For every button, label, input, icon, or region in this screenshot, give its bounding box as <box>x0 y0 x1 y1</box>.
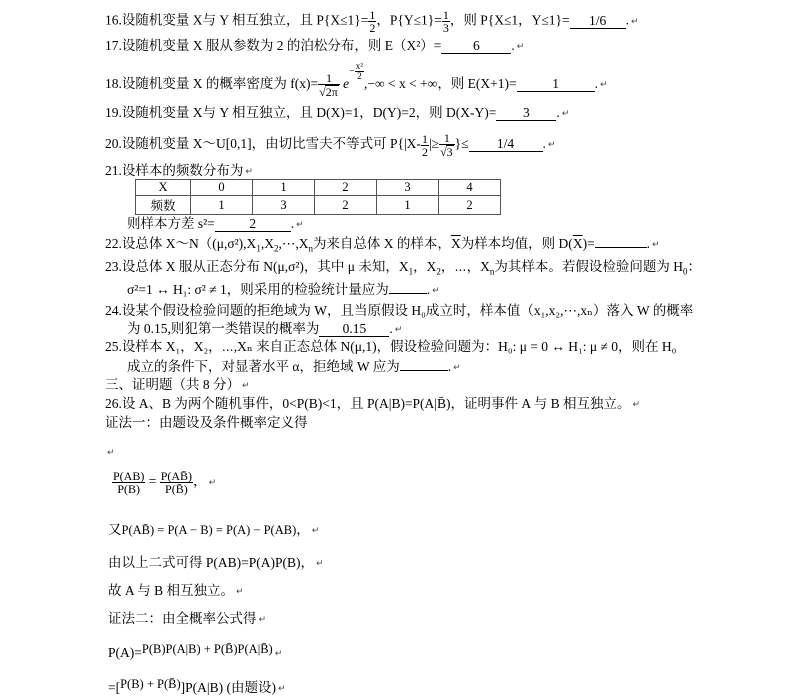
frac-denominator: 3 <box>442 21 449 35</box>
q23-text-b: ，X <box>413 259 437 274</box>
exponent <box>349 62 364 81</box>
q18-range: ,−∞ < x < +∞ <box>363 76 438 92</box>
eq4-body: P(B) + P(B̄) <box>120 677 181 691</box>
equation-3 <box>108 642 283 662</box>
q17-text: 17.设随机变量 X 服从参数为 2 的泊松分布，则 E（X²）= <box>105 38 442 53</box>
q18-text-a: 18.设随机变量 X 的概率密度为 f(x)= <box>105 76 319 92</box>
frac-numerator: 1 <box>318 72 340 85</box>
q26-text: 26.设 A、B 为两个随机事件，0<P(B)<1，且 P(A|B)=P(A|B̄)，证明事件 A 与 B 相互独立。 <box>105 396 631 411</box>
eq4-prefix: =[ <box>108 680 121 695</box>
subscript: n <box>489 266 495 277</box>
paragraph-mark-icon: ↵ <box>316 558 324 569</box>
fraction-half <box>421 133 429 158</box>
frac-denominator: P(B̄) <box>165 482 188 496</box>
paragraph-mark-icon: ↵ <box>547 140 556 150</box>
q16-text-c: ，则 P{X≤1，Y≤1}= <box>449 12 570 28</box>
eq3-prefix: P(A)= <box>108 645 142 660</box>
sample-mean: $\overline{X}$ <box>450 236 461 251</box>
paragraph-mark-icon: ↵ <box>296 219 304 230</box>
q23-line2-text: σ²=1 ↔ H₁: σ² ≠ 1，则采用的检验统计量应为 <box>127 282 389 297</box>
paragraph-mark-icon: ↵ <box>258 614 267 625</box>
eq3-body: P(B)P(A|B) + P(B̄)P(A|B̄) <box>141 642 273 656</box>
subscript: 1 <box>256 243 261 254</box>
derivation-line <box>108 555 324 572</box>
q23-text-d: 为其样本。若假设检验问题为 H <box>494 259 683 274</box>
q18-text-b: ，则 E(X+1)= <box>437 76 517 92</box>
question-20: 20.设随机变量 X～U[0,1]，由切比雪夫不等式可 P{|X- $\frac{1}{2}$ |≥ $\frac{1}{√3}$ }≤ 1/4 . ↵ <box>105 131 556 159</box>
q18-answer: 1 <box>517 77 595 92</box>
q25-line1-text: 25.设样本 X₁，X₂，⋯,Xₙ 来自正态总体 N(μ,1)，假设检验问题为：H₀: μ = 0 ↔ H₁: μ ≠ 0，则在 H₀ <box>105 339 677 354</box>
frac-denominator: 2 <box>421 144 428 159</box>
paragraph-mark-icon: ↵ <box>394 324 403 335</box>
frac-numerator: P(AB̄) <box>160 469 193 483</box>
subscript: 1 <box>408 266 414 277</box>
question-26 <box>105 396 640 413</box>
table-cell: 0 <box>191 180 253 196</box>
derivation-text: 由以上二式可得 P(AB)=P(A)P(B)， <box>108 555 314 570</box>
table-row <box>136 196 501 215</box>
q20-answer: 1/4 <box>469 137 543 152</box>
table-cell: 3 <box>253 196 315 215</box>
proof-1-heading <box>105 415 308 431</box>
eq4-suffix: ]P(A|B) (由题设) <box>180 680 276 695</box>
table-cell: 频数 <box>136 196 191 215</box>
frac-numerator: x² <box>355 61 363 71</box>
q25-answer <box>400 370 448 371</box>
question-18: 18.设随机变量 X 的概率密度为 f(x)= $\frac{1}{√2\pi}$ e− $\frac{\text{x²}}{2}$ ,−∞ < x < +∞，则 E(X+1)= 1 . ↵ <box>105 61 608 99</box>
eq2-prefix: 又 <box>108 522 122 537</box>
frac-numerator: 1 <box>439 132 455 145</box>
q25-line2-text: 成立的条件下，对显著水平 α，拒绝域 W 应为 <box>127 359 400 374</box>
paragraph-mark-icon: ↵ <box>277 683 286 694</box>
frac-denominator: √2π <box>319 85 338 99</box>
paragraph-mark-icon: ↵ <box>631 16 639 27</box>
paragraph-mark-icon: ↵ <box>432 285 440 296</box>
paragraph-mark-icon: ↵ <box>652 239 660 250</box>
density-fraction <box>318 72 340 98</box>
q22-text-b: ,⋯,X <box>278 236 309 251</box>
paragraph-mark-icon: ↵ <box>453 362 461 373</box>
question-25-line2: 成立的条件下，对显著水平 α，拒绝域 W 应为 . ↵ <box>127 359 461 374</box>
question-19: 19.设随机变量 X与 Y 相互独立，且 D(X)=1，D(Y)=2，则 D(X-Y)= 3 . ↵ <box>105 105 570 120</box>
q16-answer: 1/6 <box>570 14 626 29</box>
paragraph-mark-icon: ↵ <box>208 477 217 488</box>
paragraph-mark-icon: ↵ <box>516 41 525 52</box>
proof-2-heading <box>108 611 266 628</box>
q17-answer: 6 <box>441 39 511 54</box>
question-24-line2: 为 0.15,则犯第一类错误的概率为 0.15 . ↵ <box>127 321 403 336</box>
proof-2-text: 证法二：由全概率公式得 <box>108 611 257 626</box>
sqrt-argument: 2π <box>325 85 338 99</box>
exp-e: e <box>343 76 350 92</box>
table-cell: 4 <box>439 180 501 196</box>
conclusion-text: 故 A 与 B 相互独立。 <box>108 583 235 598</box>
q24-line1-text: 24.设某个假设检验问题的拒绝域为 W，且当原假设 H₀成立时，样本值（x₁,x₂,⋯,xₙ）落入 W 的概率 <box>105 303 694 318</box>
q22-sep: ,X <box>260 236 274 251</box>
eq1-left-fraction <box>112 470 145 495</box>
table-cell: 1 <box>377 196 439 215</box>
table-cell: 2 <box>315 196 377 215</box>
table-cell: 2 <box>315 180 377 196</box>
sqrt-argument: 3 <box>446 145 453 159</box>
q23-text-c: ，⋯，X <box>440 259 490 274</box>
eq2-body: P(AB̄) = P(A − B) = P(A) − P(AB) <box>121 523 297 537</box>
q23-text-a: 23.设总体 X 服从正态分布 N(μ,σ²)，其中 μ 未知，X <box>105 259 409 274</box>
paragraph-mark-icon: ↵ <box>236 586 244 597</box>
paragraph-mark-icon: ↵ <box>245 166 253 177</box>
question-23-line2: σ²=1 ↔ H₁: σ² ≠ 1，则采用的检验统计量应为 . ↵ <box>127 282 440 297</box>
question-21-variance: 则样本方差 s²= 2 . ↵ <box>127 216 304 231</box>
equation-1 <box>112 470 216 495</box>
table-cell: 3 <box>377 180 439 196</box>
question-16: 16.设随机变量 X与 Y 相互独立，且 P{X≤1}= $\frac{1}{2}$ ，P{Y≤1}= $\frac{1}{3}$ ，则 P{X≤1，Y≤1}= 1/6 . ↵ <box>105 8 639 35</box>
question-24-line1 <box>105 303 693 319</box>
frequency-table <box>135 179 501 215</box>
exp-fraction <box>355 62 364 81</box>
paragraph-mark-icon: ↵ <box>600 80 608 90</box>
eq1-right-fraction <box>160 470 193 495</box>
paragraph-mark-icon: ↵ <box>242 380 250 391</box>
subscript: 2 <box>436 266 441 277</box>
q24-line2-text: 为 0.15,则犯第一类错误的概率为 <box>127 321 320 336</box>
q19-text: 19.设随机变量 X与 Y 相互独立，且 D(X)=1，D(Y)=2，则 D(X-Y)= <box>105 105 497 120</box>
subscript: n <box>308 243 313 254</box>
frac-numerator: 1 <box>442 8 449 22</box>
equals-sign: = <box>148 473 157 489</box>
question-22: 22.设总体 $X\sim N((\mu,\sigma^2),X_1,X_2,\cdots,X_n$为来自总体 X 的样本，$\overline{X}$为样本均值，则 $D(\overline{X})=$ . ↵ <box>105 236 660 254</box>
frac-denominator: P(B) <box>117 482 140 496</box>
proof-1-text: 证法一：由题设及条件概率定义得 <box>105 415 308 430</box>
section-heading <box>105 377 250 394</box>
paragraph-mark-icon: ↵ <box>107 447 115 458</box>
frac-numerator: 1 <box>369 8 376 22</box>
paragraph-mark-icon: ↵ <box>561 108 570 119</box>
equation-2 <box>108 522 319 539</box>
frac-numerator: 1 <box>421 131 428 146</box>
equation-4 <box>108 677 286 697</box>
fraction-inv-sqrt3 <box>439 132 455 158</box>
q23-answer <box>389 293 427 294</box>
q22-text-c: 为来自总体 X 的样本， <box>312 236 451 251</box>
q20-text-b: |≥ <box>428 136 440 152</box>
eq1-tail: ， <box>193 473 207 489</box>
blank-line <box>105 444 115 461</box>
question-17: 17.设随机变量 X 服从参数为 2 的泊松分布，则 E（X²）= 6 . ↵ <box>105 38 525 53</box>
table-cell: 1 <box>253 180 315 196</box>
q22-text-d: 为样本均值，则 D( <box>460 236 573 251</box>
q22-answer <box>595 247 647 248</box>
sample-mean: $\overline{X}$ <box>572 236 583 251</box>
question-25-line1 <box>105 339 676 355</box>
q16-text-b: ，P{Y≤1}= <box>376 12 442 28</box>
frac-numerator: P(AB) <box>113 469 145 483</box>
question-21-title <box>105 163 253 180</box>
q22-text-e: )= <box>582 236 595 251</box>
q24-answer: 0.15 <box>319 322 389 337</box>
q19-answer: 3 <box>496 106 556 121</box>
question-23-line1 <box>105 259 701 275</box>
fraction-third <box>442 9 450 34</box>
table-cell: 1 <box>191 196 253 215</box>
q21-tail-text: 则样本方差 s²= <box>127 216 215 231</box>
frac-denominator: 2 <box>357 71 362 81</box>
q21-title-text: 21.设样本的频数分布为 <box>105 163 244 178</box>
table-cell: 2 <box>439 196 501 215</box>
paragraph-mark-icon: ↵ <box>274 648 283 659</box>
q21-answer: 2 <box>215 217 291 232</box>
q16-text-a: 16.设随机变量 X与 Y 相互独立，且 P{X≤1}= <box>105 12 369 28</box>
q23-text-e: ： <box>687 259 701 274</box>
table-row <box>136 180 501 196</box>
q22-text-a: 22.设总体 X～N（(μ,σ²),X <box>105 236 257 251</box>
eq2-tail: ， <box>296 522 310 537</box>
paragraph-mark-icon: ↵ <box>632 399 641 410</box>
q20-text-a: 20.设随机变量 X～U[0,1]，由切比雪夫不等式可 P{|X- <box>105 136 421 152</box>
frac-denominator: √3 <box>440 145 453 159</box>
table-cell: X <box>136 180 191 196</box>
section-3-title: 三、证明题（共 8 分） <box>105 377 240 392</box>
q20-text-c: }≤ <box>454 136 469 152</box>
paragraph-mark-icon: ↵ <box>311 525 320 536</box>
exp-sign: − <box>349 65 355 77</box>
subscript: 2 <box>273 243 279 254</box>
frac-denominator: 2 <box>369 21 376 35</box>
conclusion-line <box>108 583 244 600</box>
subscript: 0 <box>682 266 688 277</box>
